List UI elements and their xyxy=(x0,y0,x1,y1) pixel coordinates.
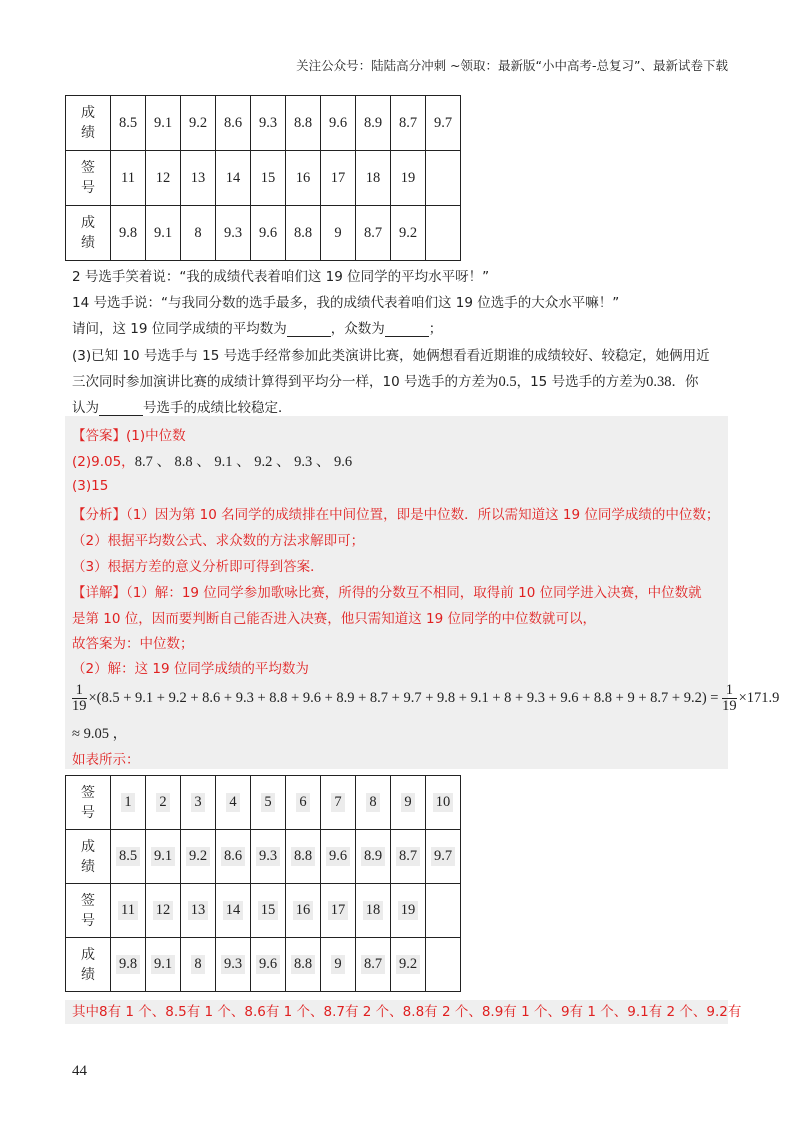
detail-4: （2）解：这 19 位同学成绩的平均数为 xyxy=(72,661,309,677)
table2-cell: 8 xyxy=(356,776,391,830)
question-line-3 xyxy=(72,317,442,337)
table1-row-label: 签 号 xyxy=(66,151,111,206)
table2-cell: 18 xyxy=(356,884,391,938)
table1-row-label: 成 绩 xyxy=(66,206,111,261)
table1-row xyxy=(66,151,461,206)
table2-cell xyxy=(426,884,461,938)
table1-row xyxy=(66,96,461,151)
table2-cell: 8 xyxy=(181,938,216,992)
blank-stable xyxy=(99,401,143,416)
q6-text-b: 号选手的成绩比较稳定． xyxy=(143,400,292,416)
table2-cell: 9.3 xyxy=(216,938,251,992)
table2-cell: 14 xyxy=(216,884,251,938)
q3-text-a: 请问，这 19 位同学成绩的平均数为 xyxy=(72,321,287,337)
page-number: 44 xyxy=(72,1063,87,1079)
table-intro: 如表所示： xyxy=(72,752,140,768)
detail-3: 故答案为：中位数； xyxy=(72,636,194,652)
table2-cell: 17 xyxy=(321,884,356,938)
table2-row-label: 签 号 xyxy=(66,776,111,830)
question-line-4: (3)已知 10 号选手与 15 号选手经常参加此类演讲比赛，她俩想看看近期谁的成绩较好、较稳定，她俩用近 xyxy=(72,348,710,364)
table2-row xyxy=(66,884,461,938)
table1-cell xyxy=(426,151,461,206)
table2-cell: 3 xyxy=(181,776,216,830)
answer-1: 【答案】(1)中位数 xyxy=(72,428,186,444)
q3-text-c: ； xyxy=(428,321,443,337)
table1-cell: 9.3 xyxy=(251,96,286,151)
table2-row xyxy=(66,776,461,830)
table2-cell: 9.8 xyxy=(111,938,146,992)
question-line-2: 14 号选手说：“与我同分数的选手最多，我的成绩代表着咱们这 19 位选手的大众水平嘛！” xyxy=(72,295,620,311)
table2-cell: 8.8 xyxy=(286,830,321,884)
question-line-6 xyxy=(72,396,292,416)
table1-cell: 9.8 xyxy=(111,206,146,261)
approx-result: ≈ 9.05 ， xyxy=(72,726,128,742)
table2-cell: 8.6 xyxy=(216,830,251,884)
q5-text-a: 三次同时参加演讲比赛的成绩计算得到平均分一样，10 号选手的方差为 xyxy=(72,374,499,390)
table2-cell: 9 xyxy=(321,938,356,992)
table2-cell: 12 xyxy=(146,884,181,938)
blank-mode xyxy=(385,322,429,337)
table2-cell: 11 xyxy=(111,884,146,938)
q5-text-e: ．你 xyxy=(671,374,699,390)
table2-row-label: 成 绩 xyxy=(66,938,111,992)
table1-cell: 17 xyxy=(321,151,356,206)
table2-cell: 9.6 xyxy=(251,938,286,992)
detail-1: 【详解】（1）解：19 位同学参加歌咏比赛，所得的分数互不相同，取得前 10 位同学进入决赛，中位数就 xyxy=(72,585,702,601)
table2-cell: 9.3 xyxy=(251,830,286,884)
detail-2: 是第 10 位，因而要判断自己能否进入决赛，他只需知道这 19 位同学的中位数就可以， xyxy=(72,611,597,627)
answer-2 xyxy=(72,450,352,471)
mode-count-line: 其中8有 1 个、8.5有 1 个、8.6有 1 个、8.7有 2 个、8.8有 2 个、8.9有 1 个、9有 1 个、9.1有 2 个、9.2有 xyxy=(65,1000,728,1024)
table1-cell: 8.8 xyxy=(286,96,321,151)
blank-average xyxy=(287,322,331,337)
table2-cell: 8.9 xyxy=(356,830,391,884)
table2-cell: 8.7 xyxy=(391,830,426,884)
table2-cell: 4 xyxy=(216,776,251,830)
table1-cell: 18 xyxy=(356,151,391,206)
table2-cell: 9.1 xyxy=(146,830,181,884)
table1-cell: 12 xyxy=(146,151,181,206)
question-line-5 xyxy=(72,370,698,391)
q6-text-a: 认为 xyxy=(72,400,99,416)
table1-cell: 8.9 xyxy=(356,96,391,151)
analysis-2: （2）根据平均数公式、求众数的方法求解即可； xyxy=(72,533,365,549)
table2-cell: 8.7 xyxy=(356,938,391,992)
table1-cell: 8.5 xyxy=(111,96,146,151)
fraction-1-19: $\frac{1}{19}$ xyxy=(72,682,87,714)
formula-sum: ×(8.5 + 9.1 + 9.2 + 8.6 + 9.3 + 8.8 + 9.6 + 8.9 + 8.7 + 9.7 + 9.8 + 9.1 + 8 + 9.3 + 9.6 + 8.8 + 9 + 8.7 + 9.2) = xyxy=(88,689,719,706)
q5-text-c: ，15 号选手的方差为 xyxy=(516,374,647,390)
table2-cell: 9.7 xyxy=(426,830,461,884)
table1-cell: 9.1 xyxy=(146,206,181,261)
analysis-1: 【分析】（1）因为第 10 名同学的成绩排在中间位置，即是中位数．所以需知道这 19 位同学成绩的中位数； xyxy=(72,507,720,523)
analysis-3: （3）根据方差的意义分析即可得到答案． xyxy=(72,559,324,575)
table2-row-label: 成 绩 xyxy=(66,830,111,884)
table2-cell xyxy=(426,938,461,992)
table1-cell: 9.1 xyxy=(146,96,181,151)
table2-cell: 7 xyxy=(321,776,356,830)
variance-10: 0.5 xyxy=(498,374,517,390)
table2-cell: 9 xyxy=(391,776,426,830)
table2-cell: 9.2 xyxy=(391,938,426,992)
score-table-top xyxy=(65,95,461,261)
answer-3: (3)15 xyxy=(72,478,109,494)
table2-cell: 16 xyxy=(286,884,321,938)
table1-cell: 14 xyxy=(216,151,251,206)
table1-cell: 9.6 xyxy=(251,206,286,261)
table1-row xyxy=(66,206,461,261)
average-formula xyxy=(72,683,779,714)
page-header: 关注公众号：陆陆高分冲刺 ~领取：最新版“小中高考-总复习”、最新试卷下载 xyxy=(296,58,728,73)
table2-row-label: 签 号 xyxy=(66,884,111,938)
table2-cell: 13 xyxy=(181,884,216,938)
answer-2-average: (2)9.05， xyxy=(72,454,135,470)
table2-cell: 9.1 xyxy=(146,938,181,992)
formula-result: ×171.9 xyxy=(738,689,780,706)
q3-text-b: ，众数为 xyxy=(330,321,385,337)
answer-2-modes: 8.7 、 8.8 、 9.1 、 9.2 、 9.3 、 9.6 xyxy=(134,454,353,470)
table2-cell: 8.5 xyxy=(111,830,146,884)
table1-cell: 9 xyxy=(321,206,356,261)
table2-cell: 6 xyxy=(286,776,321,830)
table1-cell xyxy=(426,206,461,261)
table1-cell: 8.8 xyxy=(286,206,321,261)
table1-cell: 8.6 xyxy=(216,96,251,151)
table1-cell: 9.3 xyxy=(216,206,251,261)
table1-cell: 9.7 xyxy=(426,96,461,151)
table2-cell: 15 xyxy=(251,884,286,938)
table1-cell: 8 xyxy=(181,206,216,261)
table2-row xyxy=(66,938,461,992)
table2-row xyxy=(66,830,461,884)
table1-cell: 8.7 xyxy=(356,206,391,261)
table1-row-label: 成 绩 xyxy=(66,96,111,151)
table1-cell: 11 xyxy=(111,151,146,206)
table2-cell: 9.6 xyxy=(321,830,356,884)
table1-cell: 19 xyxy=(391,151,426,206)
table2-cell: 8.8 xyxy=(286,938,321,992)
table1-cell: 9.6 xyxy=(321,96,356,151)
table1-cell: 9.2 xyxy=(391,206,426,261)
table1-cell: 9.2 xyxy=(181,96,216,151)
table2-cell: 1 xyxy=(111,776,146,830)
table1-cell: 8.7 xyxy=(391,96,426,151)
table2-cell: 10 xyxy=(426,776,461,830)
table2-cell: 9.2 xyxy=(181,830,216,884)
score-table-answer xyxy=(65,775,461,992)
table1-cell: 16 xyxy=(286,151,321,206)
fraction-1-19-result: $\frac{1}{19}$ xyxy=(722,682,737,714)
table2-cell: 19 xyxy=(391,884,426,938)
table1-cell: 13 xyxy=(181,151,216,206)
table2-cell: 2 xyxy=(146,776,181,830)
table2-cell: 5 xyxy=(251,776,286,830)
question-line-1: 2 号选手笑着说：“我的成绩代表着咱们这 19 位同学的平均水平呀！” xyxy=(72,269,490,285)
variance-15: 0.38 xyxy=(646,374,672,390)
table1-cell: 15 xyxy=(251,151,286,206)
